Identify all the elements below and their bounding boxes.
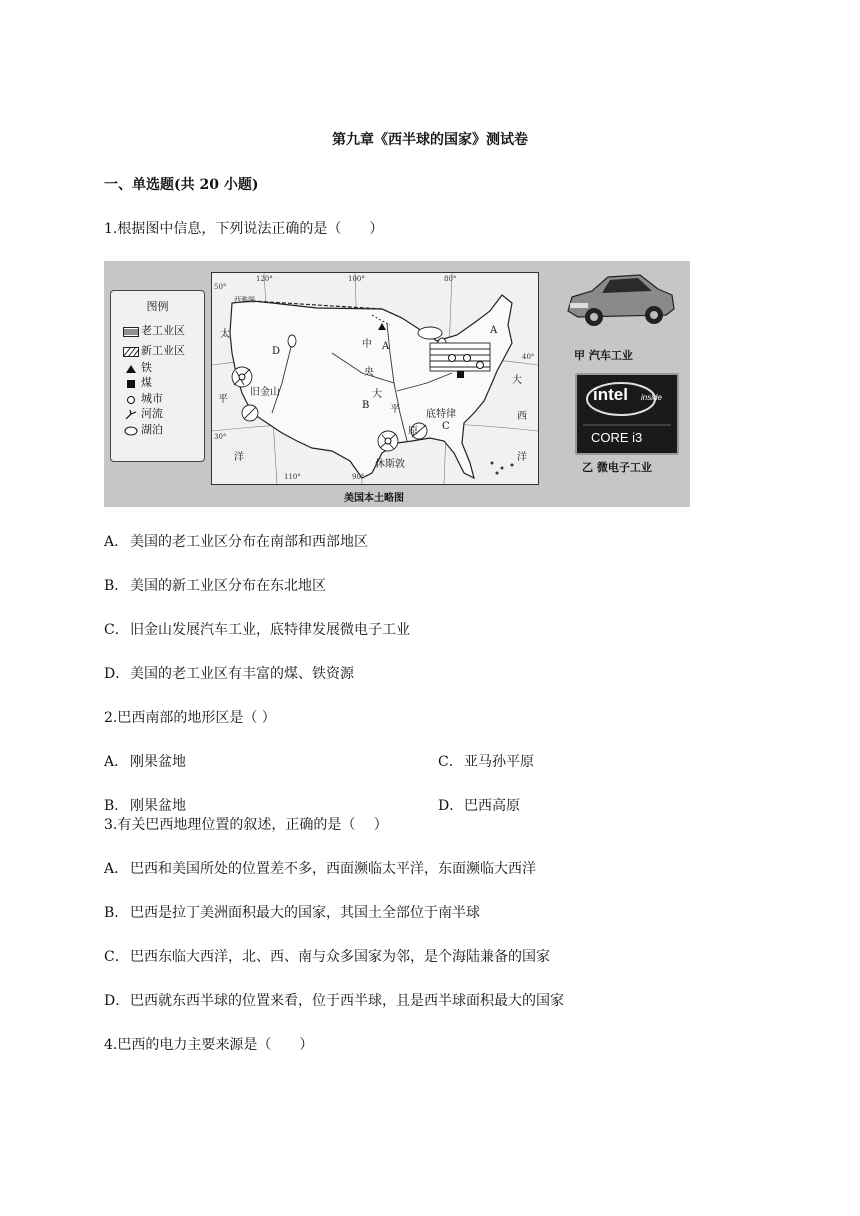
q1-option-d-text: 美国的老工业区有丰富的煤、铁资源 [130, 666, 354, 682]
question-4-stem: 4.巴西的电力主要来源是（ ） [104, 1037, 314, 1053]
q1-option-b-letter: B． [104, 578, 129, 594]
q2-option-a-text: 刚果盆地 [130, 754, 186, 770]
legend-title: 图例 [146, 300, 169, 313]
q1-option-c[interactable] [104, 621, 410, 639]
degree-120-top: 120° [256, 275, 273, 283]
degree-50-left: 50° [214, 283, 227, 291]
question-3-stem: 3.有关巴西地理位置的叙述，正确的是（ ） [104, 817, 388, 833]
q1-option-c-text: 旧金山发展汽车工业，底特律发展微电子工业 [130, 622, 410, 638]
car-caption: 甲 汽车工业 [574, 349, 633, 362]
degree-80-top: 80° [444, 275, 457, 283]
q3-option-c[interactable] [104, 948, 550, 966]
label-region-a-2: A [490, 325, 498, 336]
question-1-stem: 1.根据图中信息，下列说法正确的是（ ） [104, 221, 384, 237]
map-legend [110, 290, 205, 462]
q2-option-c-letter: C． [438, 754, 463, 770]
legend-coal-icon [123, 379, 139, 389]
q3-option-a-letter: A． [104, 861, 129, 877]
q3-option-d-text: 巴西就东西半球的位置来看，位于西半球，且是西半球面积最大的国家 [130, 993, 564, 1009]
legend-city-icon [123, 395, 139, 405]
degree-40-right: 40° [522, 353, 535, 361]
degree-90-bottom: 90° [352, 473, 365, 481]
q3-option-a-text: 巴西和美国所处的位置差不多，西面濒临太平洋，东面濒临大西洋 [130, 861, 536, 877]
legend-old-industry: 老工业区 [141, 324, 185, 337]
q1-option-a-text: 美国的老工业区分布在南部和西部地区 [130, 534, 368, 550]
label-region-a-1: A [382, 341, 390, 352]
q2-option-d-letter: D． [438, 798, 464, 814]
q1-option-a-letter: A． [104, 534, 129, 550]
label-san-francisco: 旧金山 [250, 387, 280, 398]
degree-100-top: 100° [348, 275, 365, 283]
q2-option-b[interactable] [104, 797, 186, 815]
label-houston: 休斯敦 [375, 459, 405, 470]
question-1-figure [104, 261, 690, 507]
q2-option-a[interactable] [104, 753, 186, 771]
q3-option-d[interactable] [104, 992, 564, 1010]
q3-option-c-letter: C． [104, 949, 129, 965]
section-heading: 一、单选题(共 20 小题) [104, 177, 259, 193]
label-pacific-3: 洋 [234, 452, 244, 463]
q1-option-a[interactable] [104, 533, 368, 551]
label-plain-3: 大 [372, 389, 382, 400]
label-region-d: D [272, 346, 281, 357]
q2-option-d[interactable] [438, 797, 520, 815]
degree-110-bottom: 110° [284, 473, 301, 481]
legend-river-icon [123, 410, 139, 420]
legend-new-industry-icon [123, 347, 139, 357]
label-atlantic-3: 洋 [517, 452, 527, 463]
q3-option-b[interactable] [104, 904, 480, 922]
legend-iron-icon [123, 364, 139, 374]
q3-option-b-text: 巴西是拉丁美洲面积最大的国家，其国土全部位于南半球 [130, 905, 480, 921]
label-plain-1: 中 [362, 339, 372, 350]
car-icon [562, 267, 677, 335]
q3-option-c-text: 巴西东临大西洋，北、西、南与众多国家为邻，是个海陆兼备的国家 [130, 949, 550, 965]
label-detroit: 底特律 [426, 409, 456, 420]
question-2-stem: 2.巴西南部的地形区是（ ） [104, 710, 276, 726]
legend-lake-icon [123, 426, 139, 436]
legend-iron: 铁 [141, 361, 152, 374]
q2-option-d-text: 巴西高原 [464, 798, 520, 814]
intel-logo-text: intel [593, 385, 628, 404]
q1-option-c-letter: C． [104, 622, 129, 638]
degree-30-left: 30° [214, 433, 227, 441]
q1-option-b[interactable] [104, 577, 326, 595]
label-region-c: C [442, 421, 450, 432]
page-title: 第九章《西半球的国家》测试卷 [332, 132, 528, 148]
intel-core-text: CORE i3 [591, 430, 643, 445]
legend-coal: 煤 [141, 376, 152, 389]
legend-river: 河流 [141, 407, 163, 420]
map-caption: 美国本土略图 [344, 493, 404, 504]
legend-old-industry-icon [123, 327, 139, 337]
label-pacific-1: 太 [220, 329, 230, 340]
q1-option-d-letter: D． [104, 666, 130, 682]
label-plain-2: 央 [364, 367, 374, 378]
q3-option-b-letter: B． [104, 905, 129, 921]
label-pacific-2: 平 [218, 394, 228, 405]
q2-option-c-text: 亚马孙平原 [464, 754, 534, 770]
label-region-b: B [362, 400, 370, 411]
legend-city: 城市 [141, 392, 163, 405]
q2-option-b-letter: B． [104, 798, 129, 814]
q2-option-a-letter: A． [104, 754, 129, 770]
q1-option-b-text: 美国的新工业区分布在东北地区 [130, 578, 326, 594]
label-atlantic-2: 西 [517, 411, 527, 422]
label-seattle: 西雅图 [234, 296, 255, 304]
intel-inside-text: inside [641, 393, 662, 402]
intel-caption: 乙 微电子工业 [582, 461, 652, 474]
q2-option-c[interactable] [438, 753, 534, 771]
label-atlantic-1: 大 [512, 375, 522, 386]
q3-option-d-letter: D． [104, 993, 130, 1009]
q2-option-b-text: 刚果盆地 [130, 798, 186, 814]
q3-option-a[interactable] [104, 860, 536, 878]
usa-map [211, 272, 539, 485]
usa-map-outline [212, 273, 538, 484]
legend-new-industry: 新工业区 [141, 344, 185, 357]
intel-badge [575, 373, 679, 455]
q1-option-d[interactable] [104, 665, 354, 683]
legend-lake: 湖泊 [141, 423, 163, 436]
label-plain-4: 平 [390, 404, 400, 415]
label-plain-5: 原 [408, 426, 418, 437]
